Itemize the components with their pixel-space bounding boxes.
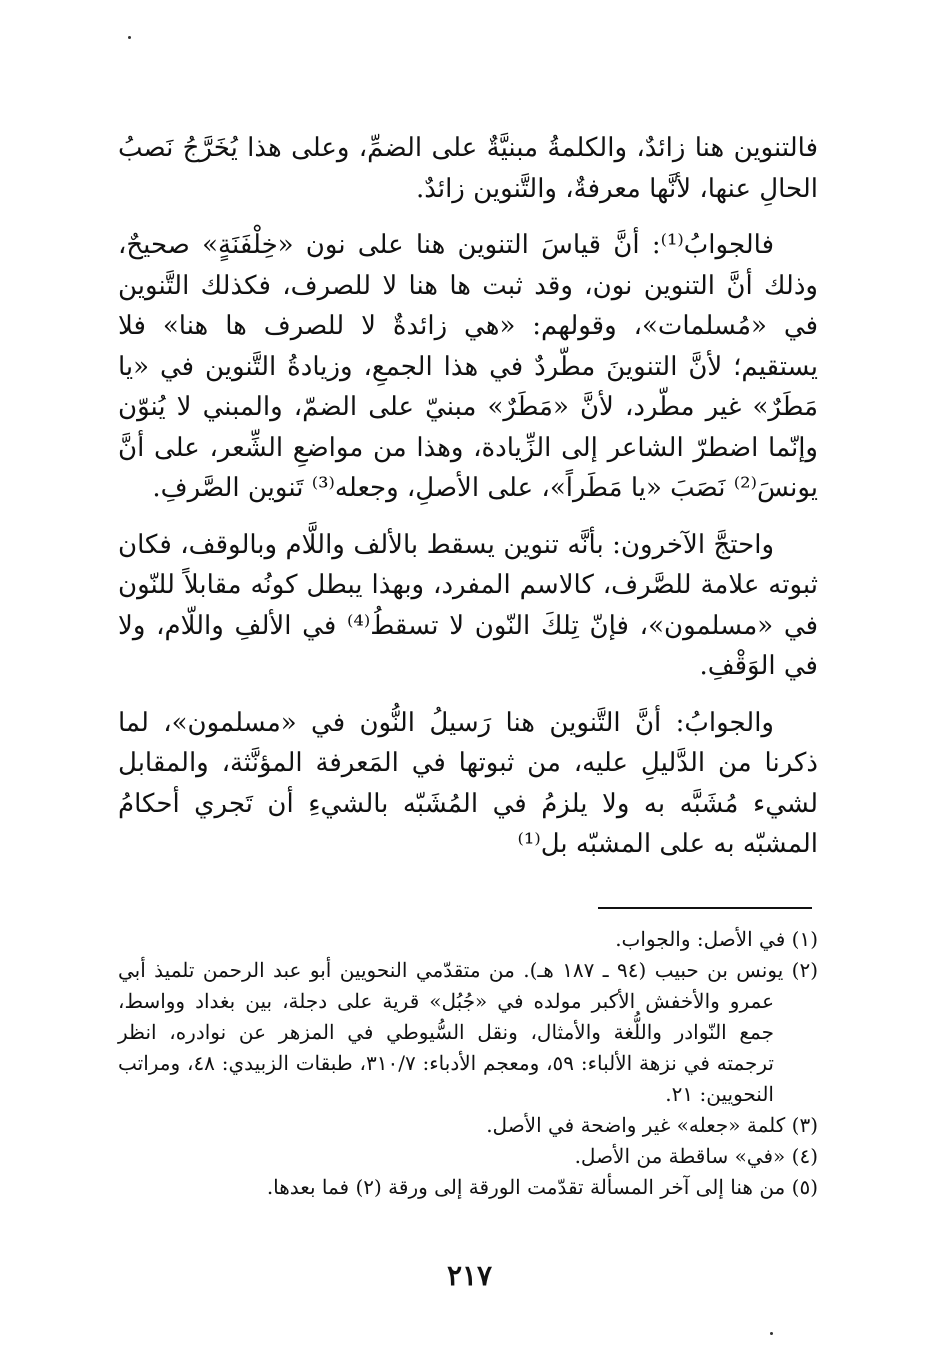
scan-speck bbox=[128, 36, 131, 39]
footnote-3: (٣) كلمة «جعله» غير واضحة في الأصل. bbox=[486, 1113, 818, 1137]
paragraph-4: والجوابُ: أنَّ التَّنوين هنا رَسيلُ النُّون في «مسلمون»، لما ذكرنا من الدَّليلِ عليه، من ثبوتها في المَعرفة المؤنَّثة، والمقابل لشيء مُشَبَّه به ولا يلزمُ في المُشَبّه بالشيءِ أن تَجري أحكامُ المشبّه به على المشبّه بل⁽¹⁾ bbox=[118, 707, 818, 859]
footnote-2: (٢) يونس بن حبيب (٩٤ ـ ١٨٧ هـ). من متقدّمي النحويين أبو عبد الرحمن تلميذ أبي عمرو والأخفش الأكبر مولده في «جُبُل» قرية على دجلة، بين بغداد وواسط، جمع النّوادر واللُّغة والأمثال، ونقل السُّيوطي في المزهر عن نوادره، انظر ترجمته في نزهة الألباء: ٥٩، ومعجم الأدباء: ٣١٠/٧، طبقات الزبيدي: ٤٨، ومراتب النحويين: ٢١. bbox=[118, 958, 818, 1106]
footnote-5: (٥) من هنا إلى آخر المسألة تقدّمت الورقة إلى ورقة (٢) فما بعدها. bbox=[266, 1175, 818, 1199]
paragraph-2: فالجوابُ⁽¹⁾: أنَّ قياسَ التنوين هنا على نون «خِلْفَنَةٍ» صحيحٌ، وذلك أنَّ التنوين نون، وقد ثبت ها هنا لا للصرف، فكذلك التَّنوين في «مُسلمات»، وقولهم: «هي زائدةٌ لا للصرف ها هنا» فلا يستقيم؛ لأنَّ التنوينَ مطّردٌ في هذا الجمعِ، وزيادةُ التَّنوين في «يا مَطَرٌ» غير مطّرد، لأنَّ «مَطَرٌ» مبنيّ على الضمّ، والمبني لا يُنوّن وإنّما اضطرّ الشاعر إلى الزِّيادة، وهذا من مواضعِ الشِّعر، على أنَّ يونسَ⁽²⁾ نَصَبَ «يا مَطَراً»، على الأصلِ، وجعله⁽³⁾ تَنوين الصَّرفِ. bbox=[118, 230, 818, 503]
paragraph-1: فالتنوين هنا زائدٌ، والكلمةُ مبنيَّةٌ على الضمِّ، وعلى هذا يُخَرَّجُ نَصبُ الحالِ عنها، لأنَّها معرفةٌ، والتَّنوين زائدٌ. bbox=[118, 133, 818, 204]
footnote-1: (١) في الأصل: والجواب. bbox=[615, 927, 818, 951]
paragraph-3: واحتجَّ الآخرون: بأنَّه تنوين يسقط بالألف واللَّام وبالوقف، فكان ثبوته علامة للصَّرف، كالاسم المفرد، وبهذا يبطل كونُه مقابلاً للنّون في «مسلمون»، فإنّ تِلكَ النّون لا تسقطُ⁽⁴⁾ في الألفِ واللّام، ولا في الوَقْفِ. bbox=[118, 529, 818, 681]
footnote-separator bbox=[598, 907, 812, 909]
page-number: ٢١٧ bbox=[446, 1259, 493, 1292]
main-text bbox=[118, 128, 818, 881]
footnote-4: (٤) «في» ساقطة من الأصل. bbox=[574, 1144, 818, 1168]
footnotes bbox=[118, 924, 818, 1203]
scan-speck bbox=[770, 1332, 773, 1335]
